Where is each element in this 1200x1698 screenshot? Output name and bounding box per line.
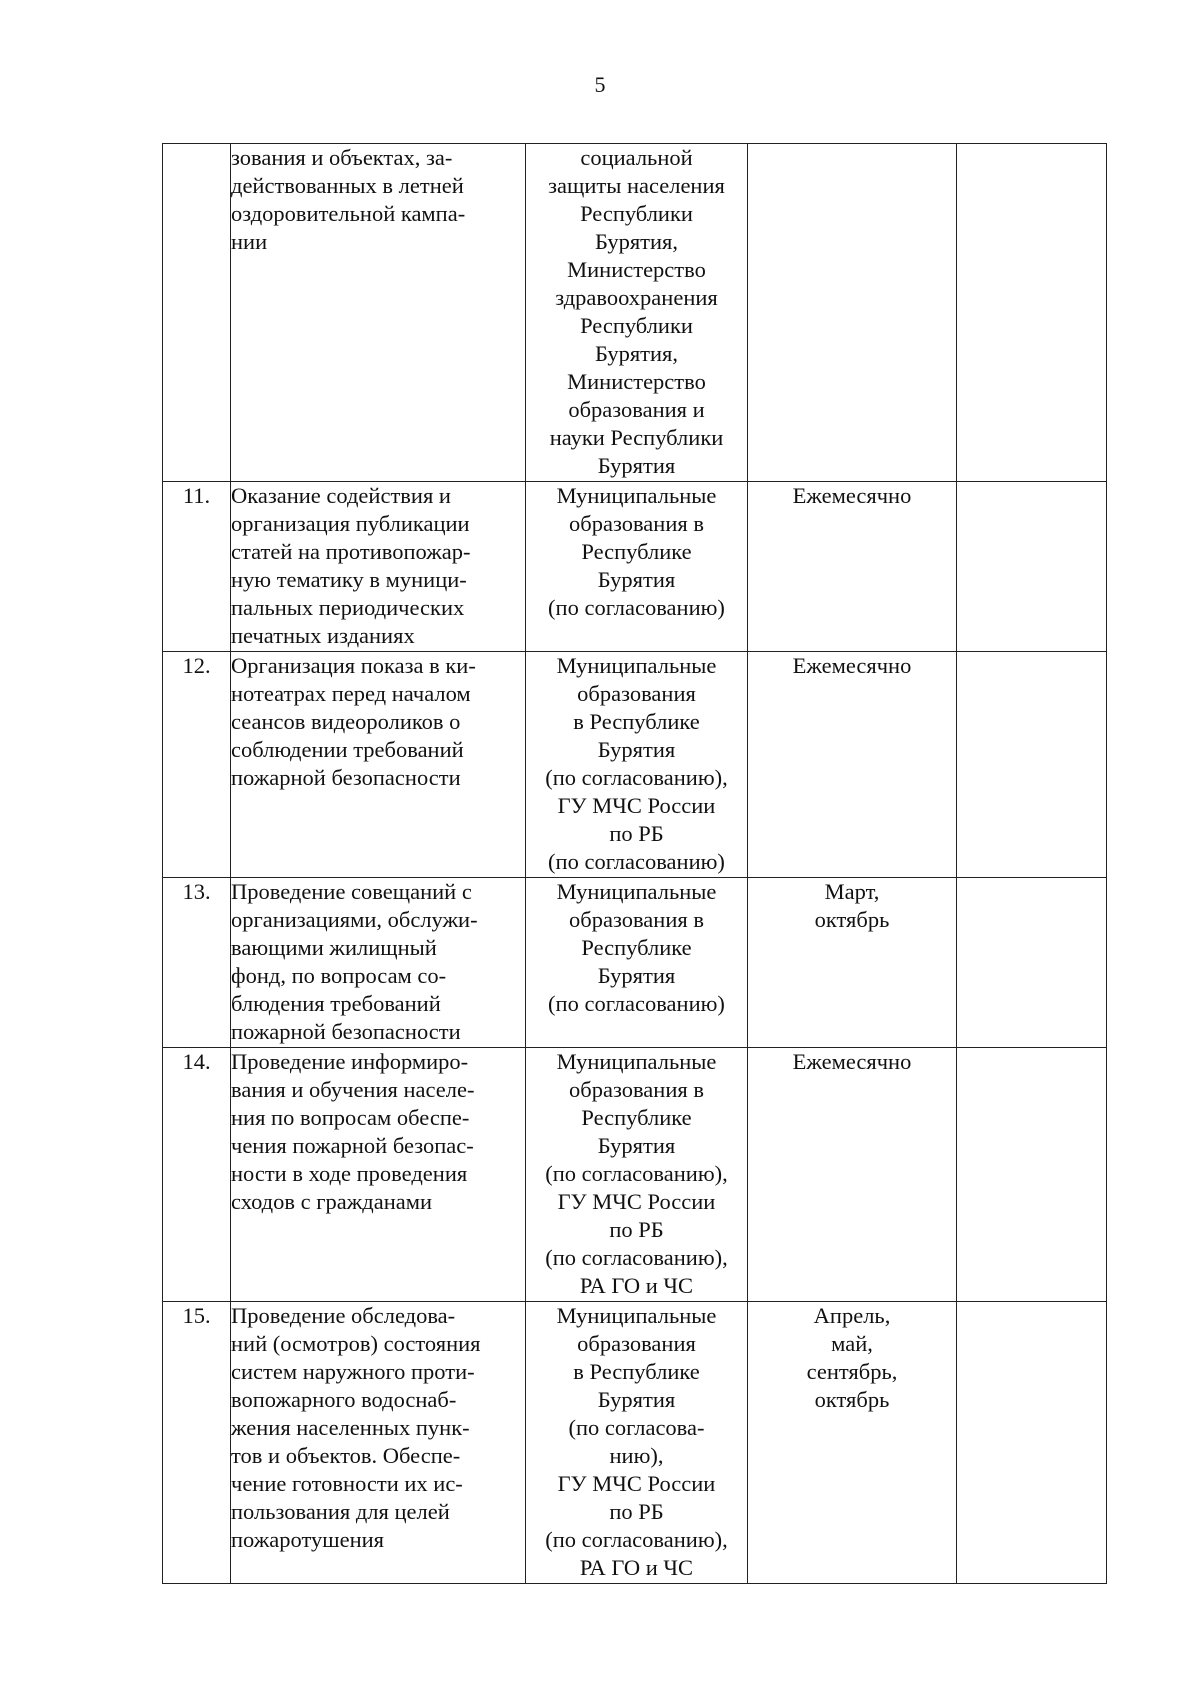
table-row <box>163 878 1107 1048</box>
responsible-text-line: Республики <box>580 313 693 338</box>
responsible-text-line: образования в <box>569 1077 704 1102</box>
activity-table-body <box>163 144 1107 1584</box>
table-row <box>163 652 1107 878</box>
activity-text-line: вопожарного водоснаб- <box>231 1387 457 1412</box>
deadline-text-line: октябрь <box>814 907 890 932</box>
page-number: 5 <box>594 72 606 97</box>
activity-text-line: блюдения требований <box>231 991 441 1016</box>
note-cell <box>957 878 1107 1048</box>
row-number: 13. <box>182 879 211 904</box>
note-cell <box>957 652 1107 878</box>
activity-text-line: ную тематику в муници- <box>231 567 467 592</box>
deadline-text-line: Ежемесячно <box>792 483 912 508</box>
activity-text-line: пожарной безопасности <box>231 1019 461 1044</box>
responsible-text-line: Муниципальные <box>556 879 717 904</box>
activity-cell <box>231 482 526 652</box>
responsible-text-line: здравоохранения <box>555 285 718 310</box>
activity-text-line: печатных изданиях <box>231 623 415 648</box>
responsible-text-line: Муниципальные <box>556 483 717 508</box>
responsible-text-line: образования в <box>569 907 704 932</box>
responsible-text-line: образования <box>577 681 696 706</box>
activity-text-line: чение готовности их ис- <box>231 1471 463 1496</box>
activity-text-line: фонд, по вопросам со- <box>231 963 447 988</box>
activity-text-line: ний (осмотров) состояния <box>231 1331 481 1356</box>
responsible-cell <box>526 1302 748 1584</box>
responsible-text-line: Бурятия <box>597 963 676 988</box>
responsible-text-line: Бурятия, <box>594 229 679 254</box>
responsible-text-line: (по согласованию) <box>548 991 725 1016</box>
responsible-text-line: ГУ МЧС России <box>557 1189 716 1214</box>
activity-text-line: пожарной безопасности <box>231 765 461 790</box>
note-cell <box>957 1048 1107 1302</box>
responsible-text-line: (по согласованию) <box>548 849 725 874</box>
activity-text-line: ния по вопросам обеспе- <box>231 1105 470 1130</box>
responsible-text-line: Бурятия <box>597 567 676 592</box>
responsible-text-line: науки Республики <box>549 425 724 450</box>
responsible-text-line: Бурятия <box>597 1387 676 1412</box>
activity-cell <box>231 1048 526 1302</box>
activity-cell <box>231 1302 526 1584</box>
responsible-text-line: Республике <box>581 539 692 564</box>
activity-text-line: действованных в летней <box>231 173 464 198</box>
responsible-text-line: (по согласованию) <box>548 595 725 620</box>
responsible-text-line: образования <box>577 1331 696 1356</box>
activity-text-line: пальных периодических <box>231 595 465 620</box>
responsible-text-line: ГУ МЧС России <box>557 1471 716 1496</box>
responsible-text-line: Министерство <box>567 257 706 282</box>
responsible-text-line: Бурятия <box>597 737 676 762</box>
deadline-text-line: Ежемесячно <box>792 653 912 678</box>
activity-text-line: организация публикации <box>231 511 470 536</box>
deadline-text-line: Апрель, <box>813 1303 891 1328</box>
deadline-cell <box>748 1048 957 1302</box>
note-cell <box>957 1302 1107 1584</box>
row-number: 14. <box>182 1049 211 1074</box>
responsible-text-line: РА ГО и ЧС <box>579 1273 694 1298</box>
activity-cell <box>231 144 526 482</box>
row-number-cell <box>163 1302 231 1584</box>
note-cell <box>957 482 1107 652</box>
activity-text-line: Проведение информиро- <box>231 1049 469 1074</box>
responsible-text-line: Республики <box>580 201 693 226</box>
responsible-text-line: Муниципальные <box>556 653 717 678</box>
responsible-text-line: Бурятия <box>597 1133 676 1158</box>
deadline-text-line: октябрь <box>814 1387 890 1412</box>
row-number-cell <box>163 878 231 1048</box>
responsible-cell <box>526 878 748 1048</box>
activity-text-line: соблюдении требований <box>231 737 464 762</box>
activity-text-line: вающими жилищный <box>231 935 437 960</box>
row-number-cell <box>163 652 231 878</box>
responsible-text-line: по РБ <box>609 1499 664 1524</box>
responsible-text-line: (по согласованию), <box>545 1161 728 1186</box>
responsible-text-line: Бурятия, <box>594 341 679 366</box>
activity-cell <box>231 652 526 878</box>
responsible-cell <box>526 144 748 482</box>
activity-text-line: нотеатрах перед началом <box>231 681 471 706</box>
responsible-text-line: (по согласова- <box>568 1415 705 1440</box>
responsible-text-line: Министерство <box>567 369 706 394</box>
responsible-text-line: Республике <box>581 935 692 960</box>
responsible-text-line: (по согласованию), <box>545 1245 728 1270</box>
responsible-text-line: (по согласованию), <box>545 765 728 790</box>
activity-text-line: оздоровительной кампа- <box>231 201 466 226</box>
activity-table <box>162 143 1107 1584</box>
deadline-cell <box>748 652 957 878</box>
activity-text-line: вания и обучения населе- <box>231 1077 475 1102</box>
activity-text-line: тов и объектов. Обеспе- <box>231 1443 461 1468</box>
activity-text-line: жения населенных пунк- <box>231 1415 470 1440</box>
responsible-text-line: (по согласованию), <box>545 1527 728 1552</box>
row-number-cell <box>163 144 231 482</box>
activity-text-line: чения пожарной безопас- <box>231 1133 474 1158</box>
responsible-text-line: РА ГО и ЧС <box>579 1555 694 1580</box>
deadline-cell <box>748 1302 957 1584</box>
responsible-text-line: защиты населения <box>548 173 725 198</box>
activity-text-line: зования и объектах, за- <box>231 145 453 170</box>
activity-text-line: организациями, обслужи- <box>231 907 478 932</box>
responsible-cell <box>526 1048 748 1302</box>
table-row <box>163 482 1107 652</box>
table-row <box>163 1048 1107 1302</box>
row-number: 12. <box>182 653 211 678</box>
responsible-text-line: Муниципальные <box>556 1049 717 1074</box>
deadline-text-line: Март, <box>824 879 880 904</box>
row-number: 11. <box>182 483 211 508</box>
responsible-text-line: нию), <box>609 1443 664 1468</box>
responsible-text-line: в Республике <box>573 1359 700 1384</box>
responsible-text-line: в Республике <box>573 709 700 734</box>
responsible-text-line: ГУ МЧС России <box>557 793 716 818</box>
responsible-cell <box>526 652 748 878</box>
activity-text-line: пожаротушения <box>231 1527 384 1552</box>
activity-text-line: систем наружного проти- <box>231 1359 475 1384</box>
deadline-text-line: май, <box>831 1331 873 1356</box>
row-number-cell <box>163 482 231 652</box>
activity-text-line: Проведение совещаний с <box>231 879 472 904</box>
table-row <box>163 1302 1107 1584</box>
responsible-text-line: по РБ <box>609 1217 664 1242</box>
activity-text-line: Оказание содействия и <box>231 483 451 508</box>
deadline-cell <box>748 482 957 652</box>
row-number: 15. <box>182 1303 211 1328</box>
responsible-text-line: Республике <box>581 1105 692 1130</box>
row-number-cell <box>163 1048 231 1302</box>
deadline-text-line: Ежемесячно <box>792 1049 912 1074</box>
deadline-cell <box>748 878 957 1048</box>
responsible-text-line: образования и <box>568 397 705 422</box>
activity-text-line: Организация показа в ки- <box>231 653 476 678</box>
responsible-text-line: Муниципальные <box>556 1303 717 1328</box>
activity-text-line: сходов с гражданами <box>231 1189 432 1214</box>
deadline-text-line: сентябрь, <box>806 1359 898 1384</box>
table-row <box>163 144 1107 482</box>
activity-cell <box>231 878 526 1048</box>
note-cell <box>957 144 1107 482</box>
deadline-cell <box>748 144 957 482</box>
activity-text-line: Проведение обследова- <box>231 1303 456 1328</box>
activity-text-line: статей на противопожар- <box>231 539 471 564</box>
responsible-text-line: образования в <box>569 511 704 536</box>
activity-text-line: нии <box>231 229 268 254</box>
activity-text-line: сеансов видеороликов о <box>231 709 461 734</box>
responsible-cell <box>526 482 748 652</box>
activity-text-line: пользования для целей <box>231 1499 450 1524</box>
responsible-text-line: Бурятия <box>597 453 676 478</box>
responsible-text-line: социальной <box>580 145 693 170</box>
responsible-text-line: по РБ <box>609 821 664 846</box>
activity-text-line: ности в ходе проведения <box>231 1161 468 1186</box>
